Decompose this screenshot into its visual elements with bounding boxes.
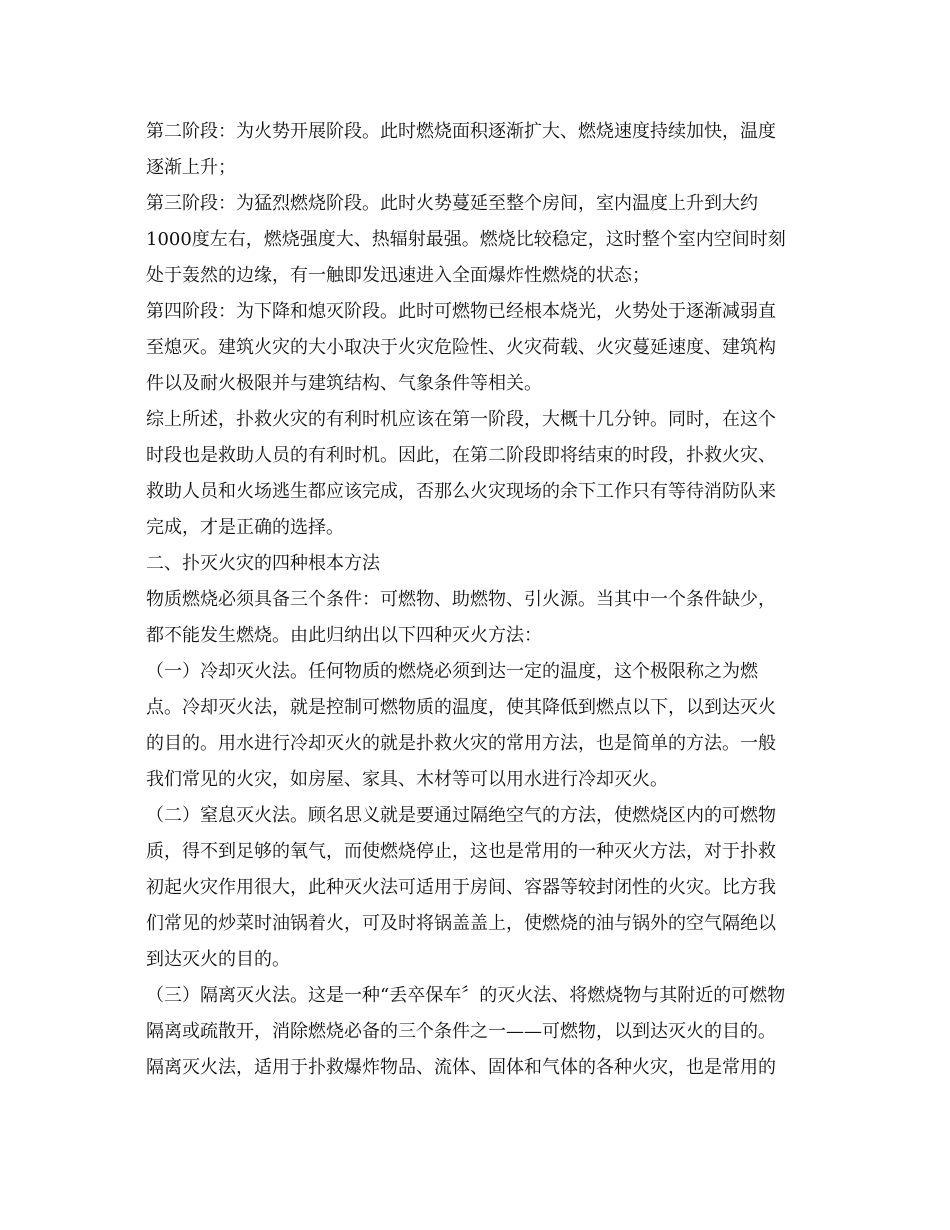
text-line: 完成，才是正确的选择。 <box>146 517 344 538</box>
text-line: 逐渐上升； <box>146 157 236 178</box>
text-line: 到达灭火的目的。 <box>146 949 290 970</box>
text-line: 初起火灾作用很大，此种灭火法可适用于房间、容器等较封闭性的火灾。比方我 <box>146 877 776 898</box>
text-line: 第四阶段：为下降和熄灭阶段。此时可燃物已经根本烧光，火势处于逐渐减弱直 <box>146 301 776 322</box>
text-line: 们常见的炒菜时油锅着火，可及时将锅盖盖上，使燃烧的油与锅外的空气隔绝以 <box>146 913 776 934</box>
text-line: 隔离灭火法，适用于扑救爆炸物品、流体、固体和气体的各种火灾，也是常用的 <box>146 1057 776 1078</box>
document-body <box>146 114 810 1086</box>
text-line: 隔离或疏散开，消除燃烧必备的三个条件之一——可燃物，以到达灭火的目的。 <box>146 1021 776 1042</box>
text-line: （一）冷却灭火法。任何物质的燃烧必须到达一定的温度，这个极限称之为燃 <box>146 661 758 682</box>
text-line: 我们常见的火灾，如房屋、家具、木材等可以用水进行冷却灭火。 <box>146 769 668 790</box>
text-line: 质，得不到足够的氧气，而使燃烧停止，这也是常用的一种灭火方法，对于扑救 <box>146 841 776 862</box>
text-line: 第二阶段：为火势开展阶段。此时燃烧面积逐渐扩大、燃烧速度持续加快，温度 <box>146 121 776 142</box>
text-line: 的目的。用水进行冷却灭火的就是扑救火灾的常用方法，也是简单的方法。一般 <box>146 733 776 754</box>
text-line: 时段也是救助人员的有利时机。因此，在第二阶段即将结束的时段，扑救火灾、 <box>146 445 776 466</box>
text-line: 1000度左右，燃烧强度大、热辐射最强。燃烧比较稳定，这时整个室内空间时刻 <box>146 229 786 250</box>
text-line: 都不能发生燃烧。由此归纳出以下四种灭火方法： <box>146 625 542 646</box>
text-line: （二）窒息灭火法。顾名思义就是要通过隔绝空气的方法，使燃烧区内的可燃物 <box>146 805 776 826</box>
text-line: （三）隔离灭火法。这是一种“丢卒保车〞的灭火法、将燃烧物与其附近的可燃物 <box>146 985 786 1006</box>
text-line: 救助人员和火场逃生都应该完成，否那么火灾现场的余下工作只有等待消防队来 <box>146 481 776 502</box>
section-heading: 二、扑灭火灾的四种根本方法 <box>146 553 380 574</box>
text-line: 综上所述，扑救火灾的有利时机应该在第一阶段，大概十几分钟。同时，在这个 <box>146 409 776 430</box>
text-line: 第三阶段：为猛烈燃烧阶段。此时火势蔓延至整个房间，室内温度上升到大约 <box>146 193 758 214</box>
text-line: 处于轰然的边缘，有一触即发迅速进入全面爆炸性燃烧的状态； <box>146 265 650 286</box>
text-line: 至熄灭。建筑火灾的大小取决于火灾危险性、火灾荷载、火灾蔓延速度、建筑构 <box>146 337 776 358</box>
text-line: 件以及耐火极限并与建筑结构、气象条件等相关。 <box>146 373 542 394</box>
text-line: 物质燃烧必须具备三个条件：可燃物、助燃物、引火源。当其中一个条件缺少， <box>146 589 776 610</box>
text-line: 点。冷却灭火法，就是控制可燃物质的温度，使其降低到燃点以下，以到达灭火 <box>146 697 776 718</box>
